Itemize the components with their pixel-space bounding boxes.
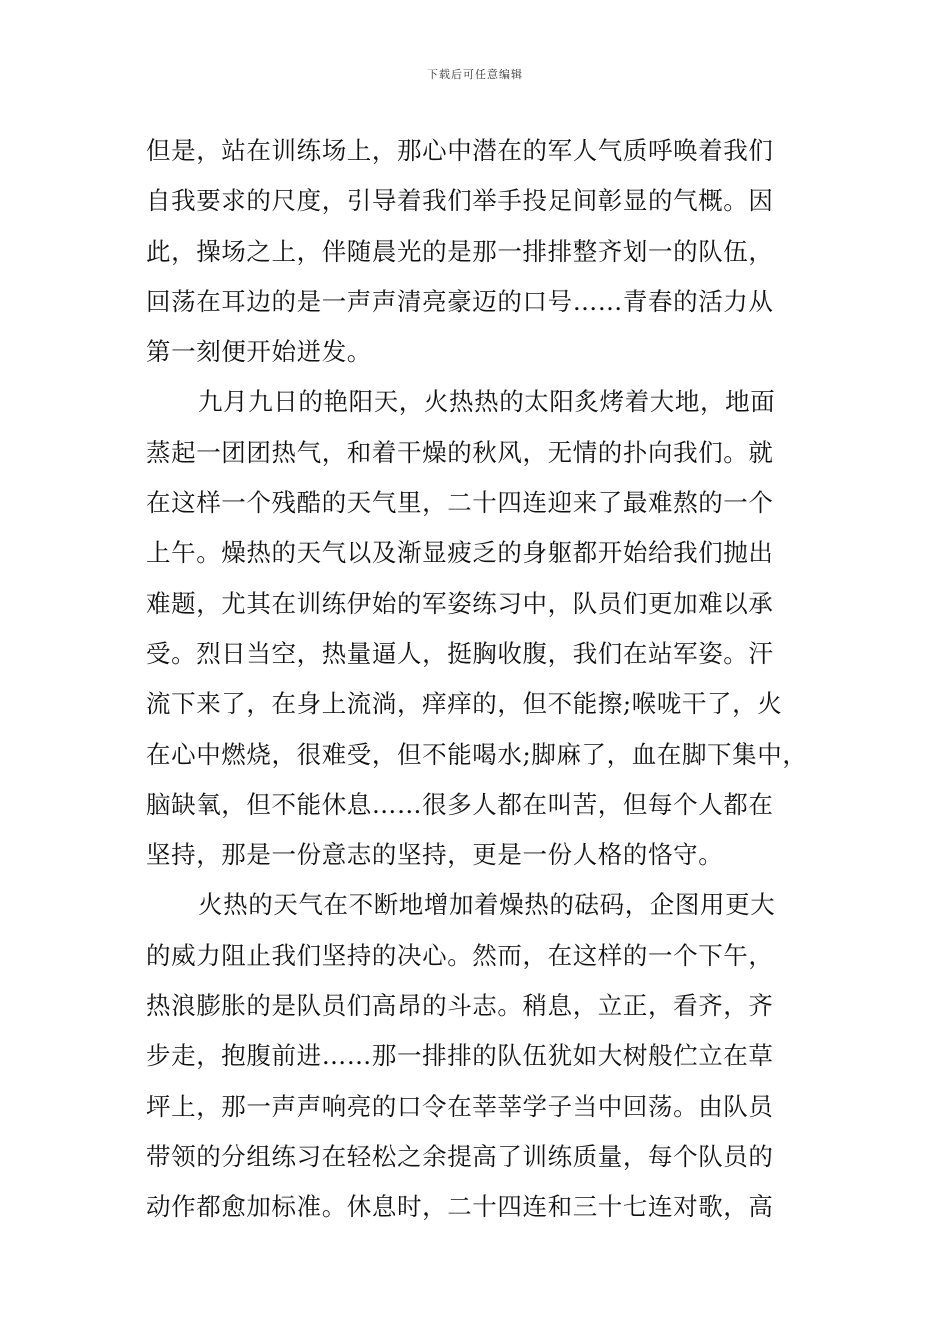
- paragraph-3-line: 热浪膨胀的是队员们高昂的斗志。稍息，立正，看齐，齐: [146, 991, 774, 1021]
- paragraph-2-line: 流下来了，在身上流淌，痒痒的，但不能擦;喉咙干了，火: [146, 689, 783, 719]
- paragraph-2-line: 在这样一个残酷的天气里，二十四连迎来了最难熬的一个: [146, 488, 774, 518]
- page-header: 下载后可任意编辑: [427, 68, 523, 81]
- document-body: [146, 126, 826, 1233]
- paragraph-3-line: 火热的天气在不断地增加着燥热的砝码，企图用更大: [198, 890, 776, 920]
- paragraph-1-line: 自我要求的尺度，引导着我们举手投足间彰显的气概。因: [146, 186, 774, 216]
- paragraph-2-line: 上午。燥热的天气以及渐显疲乏的身躯都开始给我们抛出: [146, 538, 774, 568]
- paragraph-2-line: 脑缺氧，但不能休息……很多人都在叫苦，但每个人都在: [146, 789, 774, 819]
- paragraph-3-line: 步走，抱腹前进……那一排排的队伍犹如大树般伫立在草: [146, 1041, 774, 1071]
- paragraph-2-line: 难题，尤其在训练伊始的军姿练习中，队员们更加难以承: [146, 588, 774, 618]
- paragraph-2-line: 蒸起一团团热气，和着干燥的秋风，无情的扑向我们。就: [146, 437, 774, 467]
- paragraph-3-line: 动作都愈加标准。休息时，二十四连和三十七连对歌，高: [146, 1192, 774, 1222]
- paragraph-3-line: 坪上，那一声声响亮的口令在莘莘学子当中回荡。由队员: [146, 1091, 774, 1121]
- paragraph-2-line: 坚持，那是一份意志的坚持，更是一份人格的恪守。: [146, 840, 724, 870]
- paragraph-1-line: 但是，站在训练场上，那心中潜在的军人气质呼唤着我们: [146, 136, 774, 165]
- paragraph-3-line: 带领的分组练习在轻松之余提高了训练质量，每个队员的: [146, 1141, 774, 1171]
- paragraph-2-line: 受。烈日当空，热量逼人，挺胸收腹，我们在站军姿。汗: [146, 638, 774, 668]
- paragraph-1-line: 回荡在耳边的是一声声清亮豪迈的口号……青春的活力从: [146, 286, 774, 316]
- paragraph-1-line: 第一刻便开始迸发。: [146, 337, 372, 367]
- paragraph-3-line: 的威力阻止我们坚持的决心。然而，在这样的一个下午，: [146, 940, 774, 970]
- paragraph-2-line: 九月九日的艳阳天，火热热的太阳炙烤着大地，地面: [198, 387, 776, 417]
- paragraph-1-line: 此，操场之上，伴随晨光的是那一排排整齐划一的队伍，: [146, 236, 774, 266]
- paragraph-2-line: 在心中燃烧，很难受，但不能喝水;脚麻了，血在脚下集中，: [146, 739, 808, 769]
